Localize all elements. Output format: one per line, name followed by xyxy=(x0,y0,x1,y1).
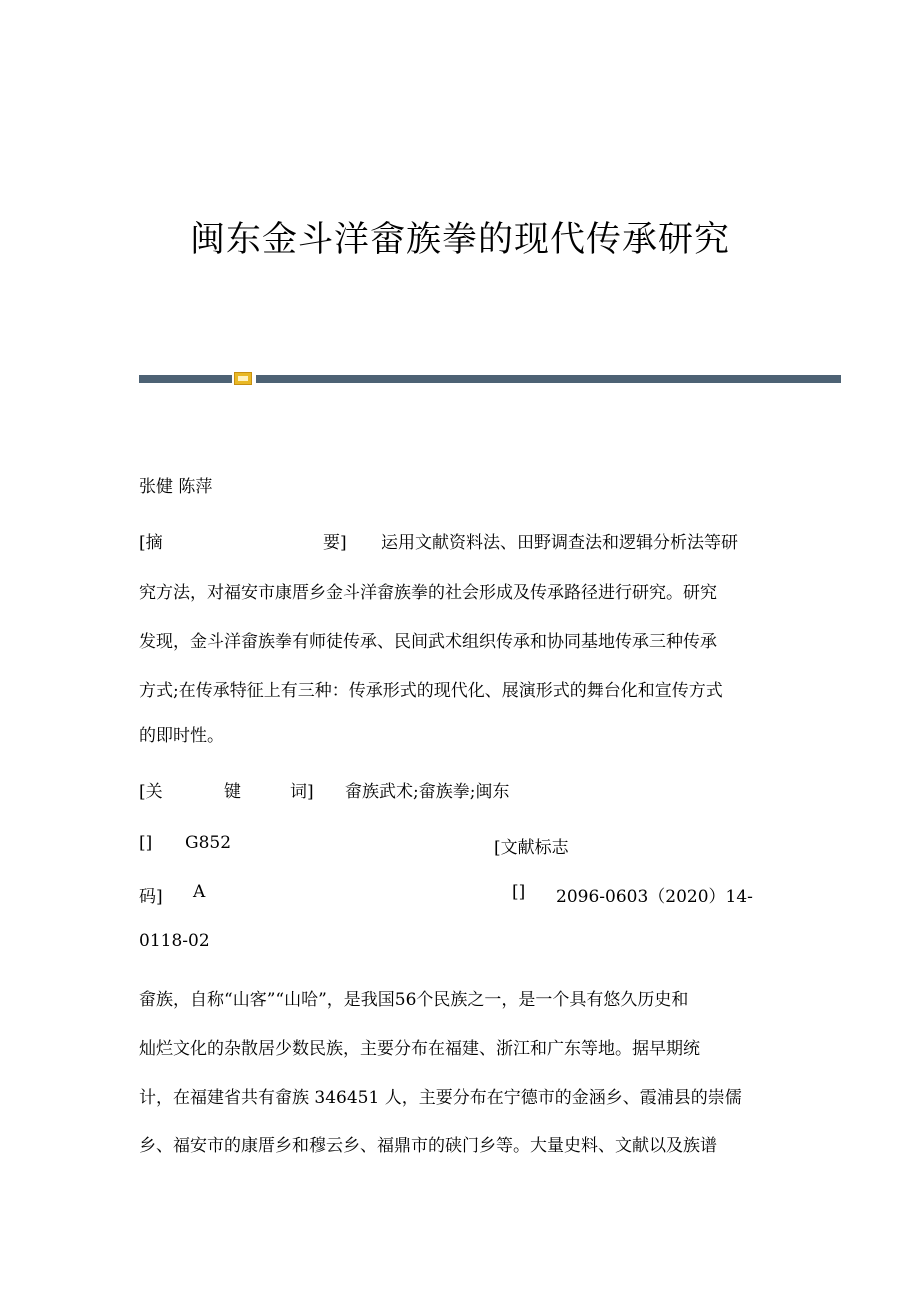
abstract-line: 发现，金斗洋畲族拳有师徒传承、民间武术组织传承和协同基地传承三种传承 xyxy=(139,632,717,652)
abstract-line: 方式;在传承特征上有三种：传承形式的现代化、展演形式的舞台化和宣传方式 xyxy=(139,681,723,701)
abstract-line: 运用文献资料法、田野调查法和逻辑分析法等研 xyxy=(381,533,738,553)
article-id-value: 2096-0603（2020）14- xyxy=(556,887,753,907)
divider-ornament-icon xyxy=(234,372,252,385)
keywords-label-3: 词] xyxy=(290,782,314,802)
body-line: 计，在福建省共有畲族 346451 人，主要分布在宁德市的金涵乡、霞浦县的崇儒 xyxy=(139,1088,742,1108)
title-divider-right xyxy=(256,375,841,383)
body-line: 灿烂文化的杂散居少数民族，主要分布在福建、浙江和广东等地。据早期统 xyxy=(139,1039,700,1059)
keywords-label-2: 键 xyxy=(224,782,241,802)
clc-value: G852 xyxy=(185,833,232,853)
body-line: 乡、福安市的康厝乡和穆云乡、福鼎市的硖门乡等。大量史料、文献以及族谱 xyxy=(139,1136,717,1156)
abstract-label-open: [摘 xyxy=(139,533,163,553)
article-id-bracket: [] xyxy=(512,882,526,902)
doc-code-value: A xyxy=(193,882,206,902)
abstract-label-close: 要] xyxy=(323,533,347,553)
doc-code-label-start: [文献标志 xyxy=(494,838,569,858)
article-id-value-cont: 0118-02 xyxy=(139,931,210,951)
abstract-line: 的即时性。 xyxy=(139,726,224,746)
authors: 张健 陈萍 xyxy=(139,477,213,497)
abstract-line: 究方法，对福安市康厝乡金斗洋畲族拳的社会形成及传承路径进行研究。研究 xyxy=(139,583,717,603)
body-line: 畲族，自称“山客”“山哈”，是我国56个民族之一，是一个具有悠久历史和 xyxy=(139,990,689,1010)
title-divider-left xyxy=(139,375,232,383)
paper-title: 闽东金斗洋畲族拳的现代传承研究 xyxy=(189,220,730,260)
keywords-value: 畲族武术;畲族拳;闽东 xyxy=(345,782,510,802)
keywords-label-1: [关 xyxy=(139,782,163,802)
clc-bracket: [] xyxy=(139,833,153,853)
doc-code-label-end: 码] xyxy=(139,887,163,907)
